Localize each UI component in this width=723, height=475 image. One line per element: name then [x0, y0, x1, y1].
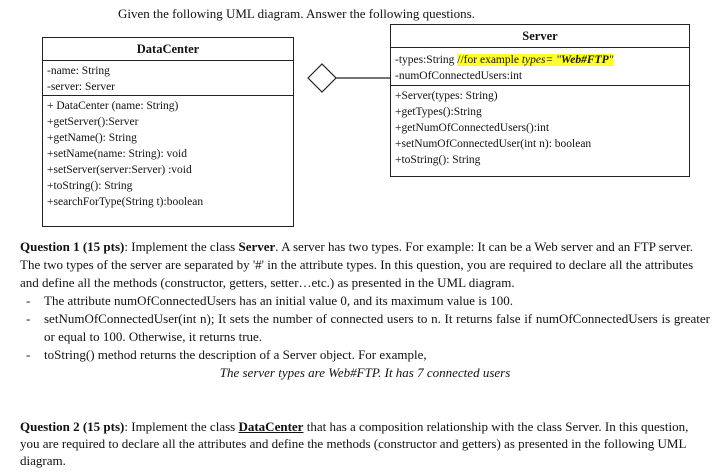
composition-connector — [292, 60, 392, 96]
server-method: +getTypes():String — [395, 106, 482, 118]
datacenter-methods — [43, 95, 293, 212]
datacenter-class-box — [42, 37, 294, 227]
datacenter-method: +getServer():Server — [47, 116, 139, 128]
datacenter-method: +setName(name: String): void — [47, 148, 187, 160]
datacenter-method: +searchForType(String t):boolean — [47, 196, 204, 208]
question-2-class: DataCenter — [238, 419, 304, 434]
intro-text: Given the following UML diagram. Answer the following questions. — [118, 6, 475, 21]
bullet-dash: - — [26, 311, 31, 326]
question-1-label: Question 1 (15 pts) — [20, 239, 125, 254]
datacenter-method: +setServer(server:Server) :void — [47, 164, 192, 176]
list-item — [20, 292, 710, 310]
datacenter-method: +toString(): String — [47, 180, 133, 192]
types-example — [522, 54, 614, 66]
server-attributes — [391, 48, 689, 85]
tostring-example: The server types are Web#FTP. It has 7 connected users — [219, 365, 511, 380]
types-example-close: " — [608, 54, 614, 66]
server-method: +getNumOfConnectedUsers():int — [395, 122, 550, 134]
server-attr: -numOfConnectedUsers:int — [395, 70, 523, 82]
question-1-text-b: . A server has two types. For example: It can be a Web server and an FTP server. The two types of the server are separated by '#' in the attribute types. In this question, you are required to declare all the attributes and define all the methods (constructor, getters, setter…etc.) as presented in the UML diagram. — [20, 239, 694, 290]
datacenter-class-name: DataCenter — [43, 38, 293, 61]
datacenter-attributes — [43, 61, 293, 95]
types-example-label: types= " — [521, 54, 561, 66]
server-method: +setNumOfConnectedUser(int n): boolean — [395, 138, 592, 150]
question-2 — [20, 418, 710, 469]
bullet-text: The attribute numOfConnectedUsers has an initial value 0, and its maximum value is 100. — [44, 293, 513, 308]
bullet-text: setNumOfConnectedUser(int n); It sets the number of connected users to n. It returns false if numOfConnectedUsers is greater or equal to 100. Otherwise, it returns true. — [44, 311, 710, 344]
types-comment: //for example — [457, 54, 522, 66]
bullet-dash: - — [26, 347, 31, 362]
datacenter-attr: -server: Server — [47, 81, 116, 93]
datacenter-method: +getName(): String — [47, 132, 137, 144]
server-attr-types — [395, 52, 685, 68]
question-1-text-a: : Implement the class — [124, 239, 239, 254]
question-1 — [20, 238, 710, 382]
highlight-comment — [457, 54, 613, 66]
question-1-class: Server — [238, 239, 276, 254]
question-1-intro — [20, 238, 710, 292]
question-2-text — [20, 418, 710, 469]
server-methods — [391, 85, 689, 170]
composition-diamond-icon — [308, 64, 336, 92]
list-item — [20, 346, 710, 364]
server-attr-types-decl: -types:String — [395, 54, 458, 66]
question-2-text-b: that has a composition relationship with the class Server. In this question, you are required to declare all the attributes and define the methods (constructor and getters) as presented in the following UML diagram. — [20, 419, 689, 468]
datacenter-attr: -name: String — [47, 65, 110, 77]
bullet-dash: - — [26, 293, 31, 308]
server-method: +Server(types: String) — [395, 90, 498, 102]
types-example-value: Web#FTP — [560, 54, 609, 66]
list-item — [20, 310, 710, 346]
server-method: +toString(): String — [395, 154, 481, 166]
server-class-name: Server — [391, 25, 689, 48]
question-2-label: Question 2 (15 pts) — [20, 419, 125, 434]
datacenter-method: + DataCenter (name: String) — [47, 100, 179, 112]
question-2-text-a: : Implement the class — [124, 419, 239, 434]
server-class-box — [390, 24, 690, 177]
bullet-text: toString() method returns the description of a Server object. For example, — [44, 347, 427, 362]
